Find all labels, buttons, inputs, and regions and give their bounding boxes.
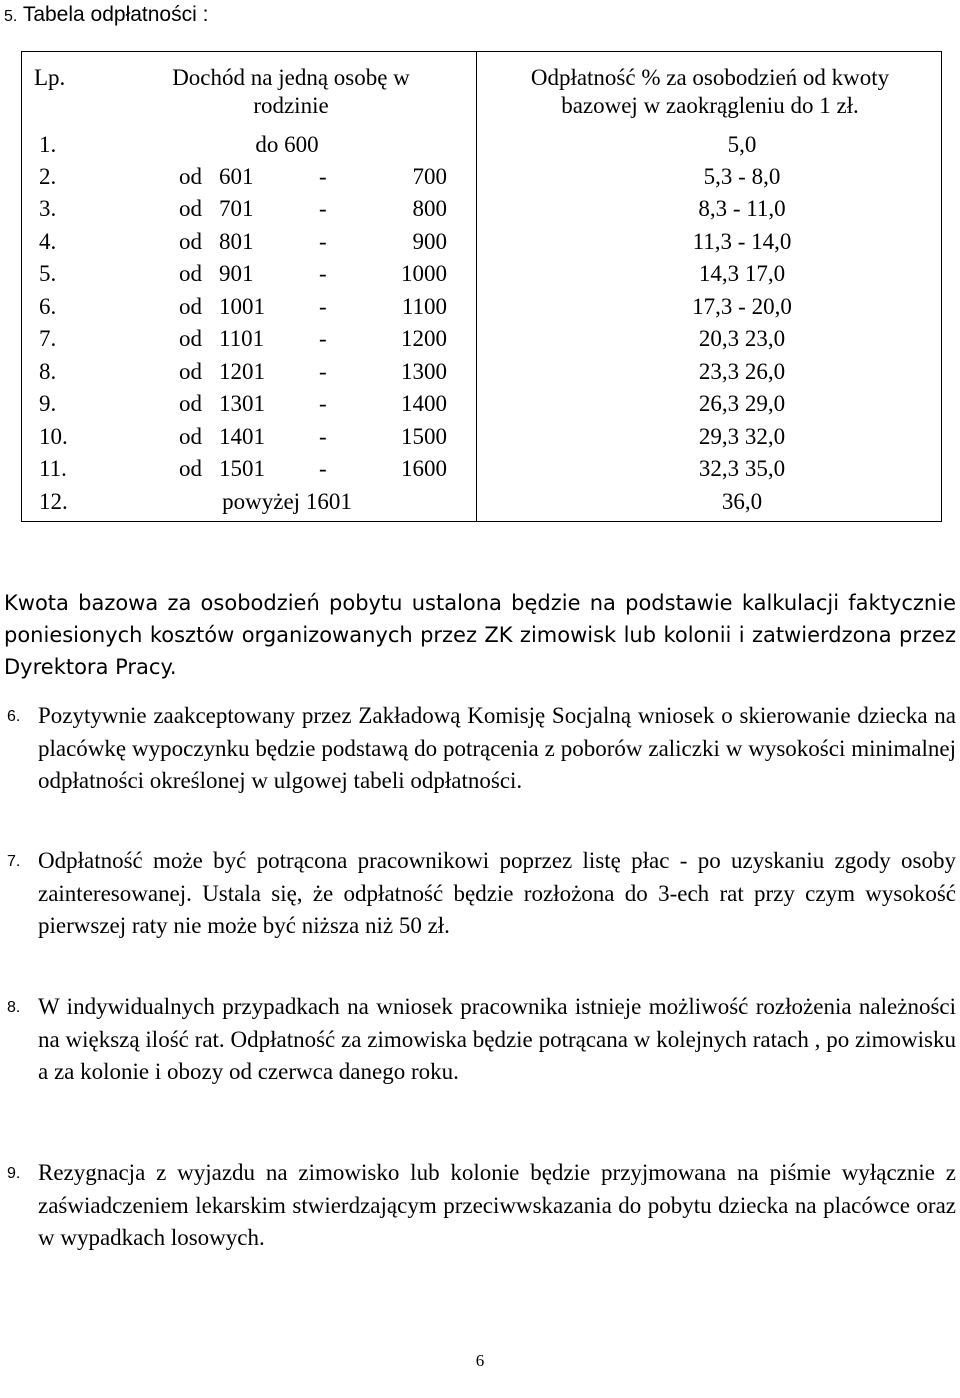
row-income-from: 701	[219, 196, 254, 221]
item-text: W indywidualnych przypadkach na wniosek pracownika istnieje możliwość rozłożenia należności na większą ilość rat. Odpłatność za zimowiska będzie potrącana w kolejnych ratach , po zimowisku a za kolonie i obozy od czerwca danego roku.	[38, 994, 956, 1084]
row-lp: 8.	[39, 359, 57, 384]
row-income-prefix: od	[179, 261, 202, 286]
list-item	[7, 700, 956, 798]
row-lp: 6.	[39, 294, 57, 319]
base-amount-note: Kwota bazowa za osobodzień pobytu ustalona będzie na podstawie kalkulacji faktycznie poniesionych kosztów organizowanych przez ZK zimowisk lub kolonii i zatwierdzona przez Dyrektora Pracy.	[4, 591, 956, 679]
row-fee: 36,0	[721, 489, 763, 514]
row-income-prefix: od	[179, 359, 202, 384]
item-text: Rezygnacja z wyjazdu na zimowisko lub kolonie będzie przyjmowana na piśmie wyłącznie z zaświadczeniem lekarskim stwierdzającym przeciwwskazania do pobytu dziecka na placówce oraz w wypadkach losowych.	[38, 1160, 956, 1250]
row-income-to: 1300	[401, 359, 447, 384]
row-income-dash: -	[319, 229, 327, 254]
list-item	[7, 991, 956, 1089]
row-income-dash: -	[319, 359, 327, 384]
row-fee: 5,0	[727, 132, 757, 157]
header-lp: Lp.	[34, 65, 66, 90]
row-income-dash: -	[319, 326, 327, 351]
row-income: powyżej 1601	[222, 489, 352, 514]
row-income-dash: -	[319, 391, 327, 416]
row-income-from: 801	[219, 229, 254, 254]
row-lp: 2.	[39, 164, 57, 189]
table-row	[22, 291, 943, 323]
row-income-from: 1501	[219, 456, 265, 481]
row-income-prefix: od	[179, 456, 202, 481]
fee-table	[21, 51, 942, 522]
row-income-to: 1100	[401, 294, 447, 319]
item-number: 8.	[7, 999, 21, 1016]
row-income-prefix: od	[179, 424, 202, 449]
row-income-dash: -	[319, 456, 327, 481]
row-income-prefix: od	[179, 229, 202, 254]
table-row	[22, 356, 943, 388]
row-fee: 17,3 - 20,0	[692, 294, 792, 319]
row-income-dash: -	[319, 294, 327, 319]
row-income-dash: -	[319, 424, 327, 449]
row-income-to: 1500	[401, 424, 447, 449]
row-income-to: 1200	[401, 326, 447, 351]
row-lp: 1.	[39, 132, 57, 157]
table-row	[22, 129, 943, 161]
row-income-from: 1201	[219, 359, 265, 384]
page-number: 6	[475, 1351, 485, 1370]
item-number: 6.	[7, 708, 21, 725]
row-income-prefix: od	[179, 196, 202, 221]
item-number: 9.	[7, 1165, 21, 1182]
section-title: Tabela odpłatności :	[22, 3, 209, 26]
row-fee: 8,3 - 11,0	[698, 196, 786, 221]
table-row	[22, 161, 943, 193]
row-fee: 5,3 - 8,0	[703, 164, 781, 189]
row-fee: 23,3 26,0	[698, 359, 786, 384]
row-income-dash: -	[319, 164, 327, 189]
row-income-to: 1600	[401, 456, 447, 481]
header-fee-line: bazowej w zaokrągleniu do 1 zł.	[561, 93, 859, 118]
row-fee: 26,3 29,0	[698, 391, 786, 416]
row-income-to: 1400	[401, 391, 447, 416]
row-income-prefix: od	[179, 391, 202, 416]
row-fee: 11,3 - 14,0	[692, 229, 792, 254]
row-lp: 9.	[39, 391, 57, 416]
section-heading	[4, 2, 208, 30]
row-lp: 11.	[39, 456, 67, 481]
list-item	[7, 1157, 956, 1255]
row-fee: 29,3 32,0	[698, 424, 786, 449]
row-lp: 5.	[39, 261, 57, 286]
header-income-line: Dochód na jedną osobę w	[172, 65, 410, 90]
row-income: do 600	[255, 132, 319, 157]
row-lp: 3.	[39, 196, 57, 221]
row-income-from: 601	[219, 164, 254, 189]
row-income-dash: -	[319, 261, 327, 286]
row-fee: 20,3 23,0	[698, 326, 786, 351]
row-income-to: 1000	[401, 261, 447, 286]
row-income-from: 1401	[219, 424, 265, 449]
row-income-from: 1301	[219, 391, 265, 416]
row-income-from: 1001	[219, 294, 265, 319]
row-lp: 4.	[39, 229, 57, 254]
row-income-prefix: od	[179, 164, 202, 189]
item-text: Pozytywnie zaakceptowany przez Zakładową Komisję Socjalną wniosek o skierowanie dziecka na placówkę wypoczynku będzie podstawą do potrącenia z poborów zaliczki w wysokości minimalnej odpłatności określonej w ulgowej tabeli odpłatności.	[38, 703, 956, 793]
table-row	[22, 421, 943, 453]
row-income-from: 1101	[219, 326, 265, 351]
row-fee: 32,3 35,0	[698, 456, 786, 481]
row-income-to: 700	[412, 164, 447, 189]
row-lp: 7.	[39, 326, 57, 351]
table-row	[22, 388, 943, 420]
header-income-line: rodzinie	[253, 93, 329, 118]
row-income-to: 800	[412, 196, 447, 221]
table-row	[22, 486, 943, 518]
row-fee: 14,3 17,0	[698, 261, 786, 286]
list-item	[7, 845, 956, 943]
row-income-prefix: od	[179, 294, 202, 319]
row-income-prefix: od	[179, 326, 202, 351]
header-fee	[477, 64, 943, 120]
item-number: 7.	[7, 853, 21, 870]
row-lp: 12.	[39, 489, 68, 514]
row-income-dash: -	[319, 196, 327, 221]
row-income-from: 901	[219, 261, 254, 286]
table-row	[22, 226, 943, 258]
table-row	[22, 193, 943, 225]
row-income-to: 900	[412, 229, 447, 254]
table-row	[22, 453, 943, 485]
item-text: Odpłatność może być potrącona pracownikowi poprzez listę płac - po uzyskaniu zgody osoby zainteresowanej. Ustala się, że odpłatność będzie rozłożona do 3-ech rat przy czym wysokość pierwszej raty nie może być niższa niż 50 zł.	[38, 848, 956, 938]
table-row	[22, 258, 943, 290]
table-row	[22, 323, 943, 355]
header-fee-line: Odpłatność % za osobodzień od kwoty	[530, 65, 890, 90]
section-number: 5.	[4, 8, 18, 25]
header-income	[126, 64, 456, 120]
row-lp: 10.	[39, 424, 68, 449]
